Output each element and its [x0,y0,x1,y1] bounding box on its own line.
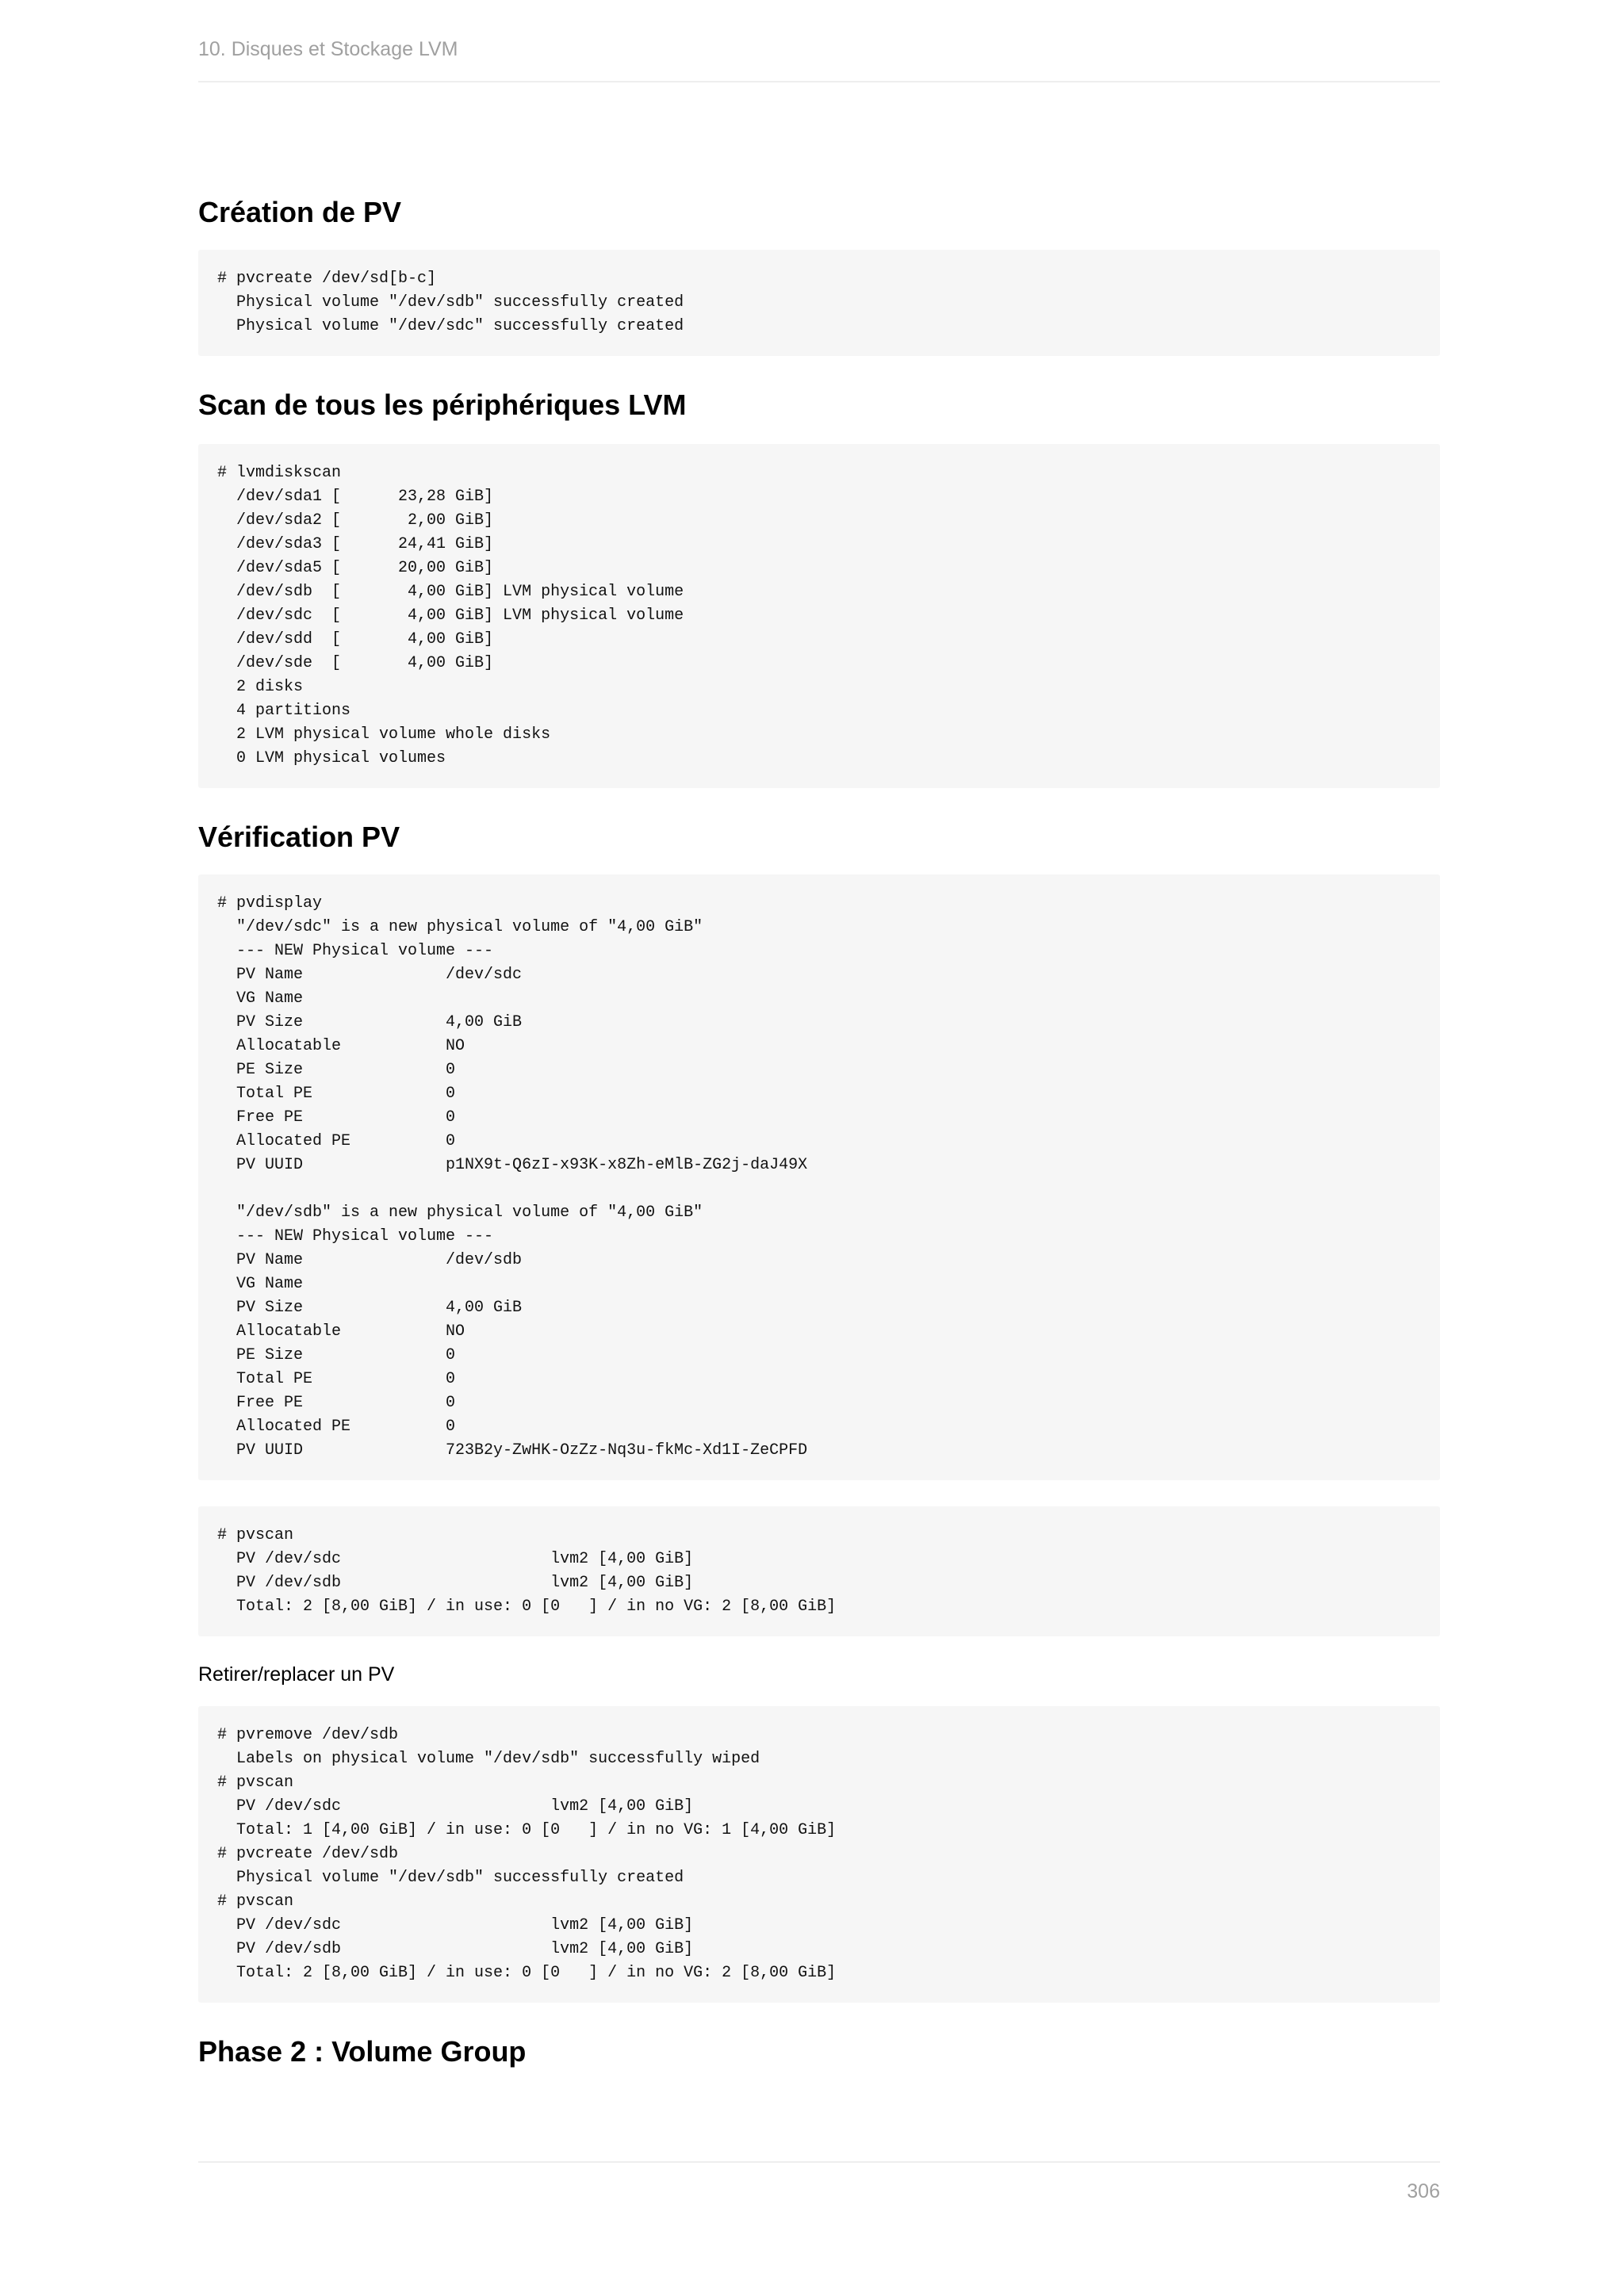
code-block-pvscan: # pvscan PV /dev/sdc lvm2 [4,00 GiB] PV /dev/sdb lvm2 [4,00 GiB] Total: 2 [8,00 GiB] / in use: 0 [0 ] / in no VG: 2 [8,00 GiB] [198,1506,1440,1636]
code-block-pvdisplay: # pvdisplay "/dev/sdc" is a new physical volume of "4,00 GiB" --- NEW Physical volume --- PV Name /dev/sdc VG Name PV Size 4,00 GiB Allocatable NO PE Size 0 Total PE 0 Free PE 0 Allocated PE 0 PV UUID p1NX9t-Q6zI-x93K-x8Zh-eMlB-ZG2j-daJ49X "/dev/sdb" is a new physical volume of "4,00 GiB" --- NEW Physical volume --- PV Name /dev/sdb VG Name PV Size 4,00 GiB Allocatable NO PE Size 0 Total PE 0 Free PE 0 Allocated PE 0 PV UUID 723B2y-ZwHK-OzZz-Nq3u-fkMc-Xd1I-ZeCPFD [198,874,1440,1480]
page-number: 306 [1407,2180,1440,2202]
code-block-pvremove: # pvremove /dev/sdb Labels on physical volume "/dev/sdb" successfully wiped # pvscan PV /dev/sdc lvm2 [4,00 GiB] Total: 1 [4,00 GiB] / in use: 0 [0 ] / in no VG: 1 [4,00 GiB] # pvcreate /dev/sdb Physical volume "/dev/sdb" successfully created # pvscan PV /dev/sdc lvm2 [4,00 GiB] PV /dev/sdb lvm2 [4,00 GiB] Total: 2 [8,00 GiB] / in use: 0 [0 ] / in no VG: 2 [8,00 GiB] [198,1706,1440,2003]
header-divider [198,81,1440,82]
code-block-pvcreate: # pvcreate /dev/sd[b-c] Physical volume "/dev/sdb" successfully created Physical volume "/dev/sdc" successfully created [198,250,1440,356]
heading-scan-lvm: Scan de tous les périphériques LVM [198,388,687,421]
running-header: 10. Disques et Stockage LVM [198,38,458,60]
heading-creation-pv: Création de PV [198,196,402,228]
footer-divider [198,2161,1440,2163]
paragraph-retirer-pv: Retirer/replacer un PV [198,1663,395,1686]
heading-verification-pv: Vérification PV [198,821,400,853]
heading-phase-2: Phase 2 : Volume Group [198,2035,527,2068]
code-block-lvmdiskscan: # lvmdiskscan /dev/sda1 [ 23,28 GiB] /dev/sda2 [ 2,00 GiB] /dev/sda3 [ 24,41 GiB] /dev/sda5 [ 20,00 GiB] /dev/sdb [ 4,00 GiB] LVM physical volume /dev/sdc [ 4,00 GiB] LVM physical volume /dev/sdd [ 4,00 GiB] /dev/sde [ 4,00 GiB] 2 disks 4 partitions 2 LVM physical volume whole disks 0 LVM physical volumes [198,444,1440,788]
